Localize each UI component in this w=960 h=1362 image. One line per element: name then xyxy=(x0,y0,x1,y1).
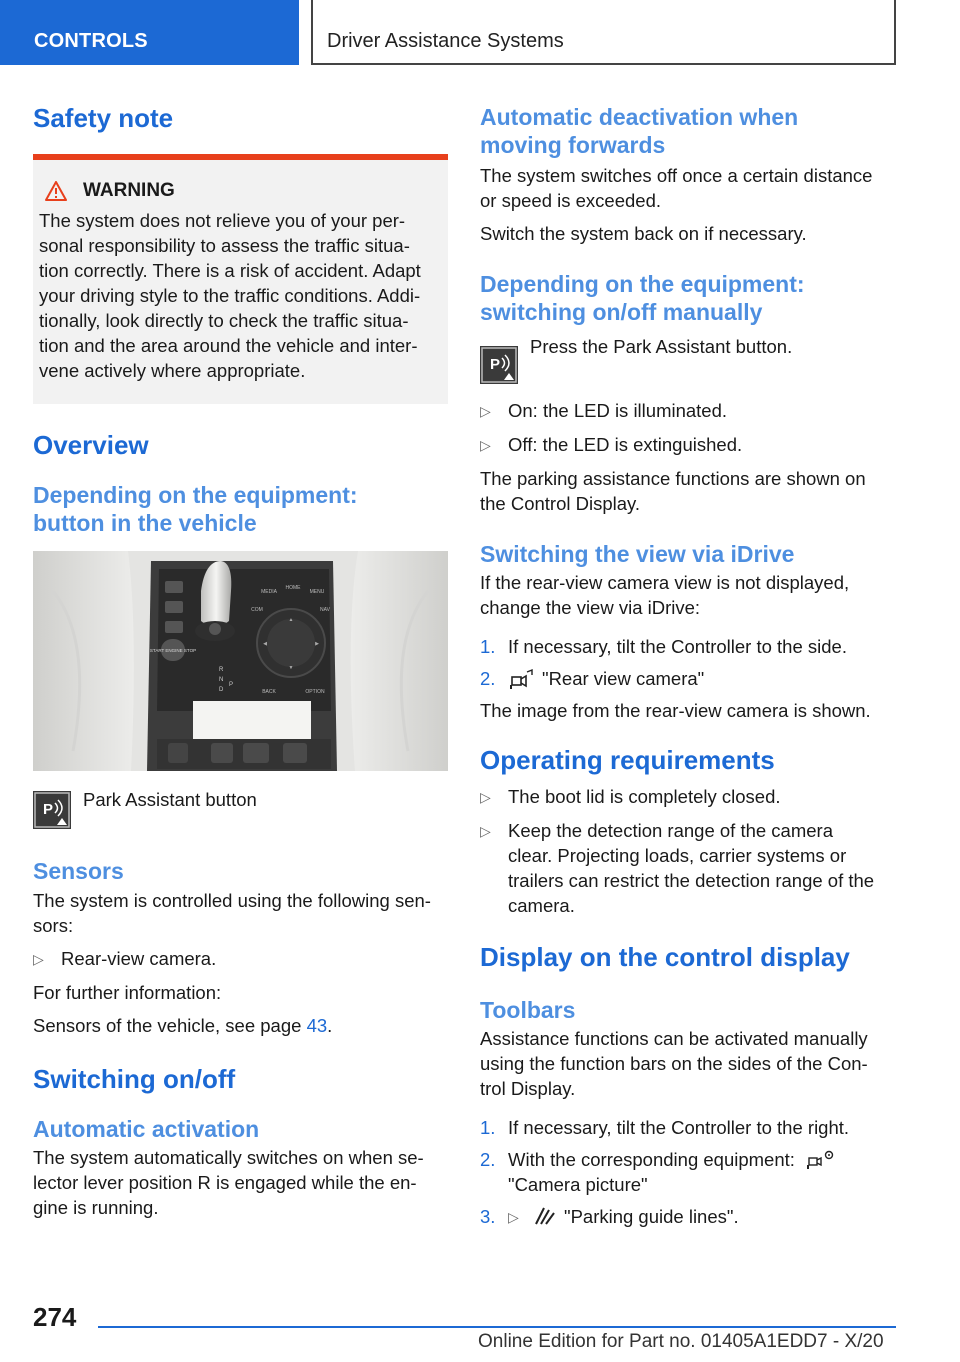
svg-text:▼: ▼ xyxy=(288,665,294,672)
switching-heading: Switching on/off xyxy=(33,1063,236,1094)
idrive-line-1: If the rear-view camera view is not displayed, xyxy=(480,572,850,594)
further-info-text: For further information: xyxy=(33,981,222,1003)
bullet-triangle-icon: ▷ xyxy=(33,950,44,967)
led-on-text: On: the LED is illuminated. xyxy=(508,400,728,422)
park-assistant-caption: Park Assistant button xyxy=(83,789,257,811)
page-number: 274 xyxy=(33,1302,77,1332)
step-text: "Rear view camera" xyxy=(542,668,705,690)
warning-line-5: tionally, look directly to check the traffic situa- xyxy=(39,310,409,332)
auto-deact-line-1: The system switches off once a certain distance xyxy=(480,165,873,187)
media-label: MEDIA xyxy=(261,589,277,596)
warning-line-6: tion and the area around the vehicle and inter- xyxy=(39,335,418,357)
warning-line-2: sonal responsibility to assess the traffic situa- xyxy=(39,235,410,257)
warning-line-3: tion correctly. There is a risk of accident. Adapt xyxy=(39,260,421,282)
step-number: 1. xyxy=(480,636,496,658)
bullet-triangle-icon: ▷ xyxy=(480,403,491,420)
button-heading-line-2: button in the vehicle xyxy=(33,510,257,537)
shown-line-1: The parking assistance functions are shown on xyxy=(480,468,866,490)
switch-back-text: Switch the system back on if necessary. xyxy=(480,223,807,245)
svg-text:▶: ▶ xyxy=(315,641,319,648)
image-shown-text: The image from the rear-view camera is shown. xyxy=(480,700,871,722)
bullet-triangle-icon: ▷ xyxy=(480,823,491,840)
auto-deact-heading-line-1: Automatic deactivation when xyxy=(480,104,799,130)
step-number: 2. xyxy=(480,668,496,690)
svg-text:P: P xyxy=(229,682,234,689)
header-section-tab xyxy=(0,0,299,65)
toolbars-line-2: using the function bars on the sides of the Con- xyxy=(480,1052,868,1074)
idrive-step-1 xyxy=(480,634,896,659)
warning-title-row xyxy=(39,180,442,202)
park-assistant-button-icon xyxy=(33,791,71,829)
bullet-triangle-icon: ▷ xyxy=(508,1208,519,1225)
button-heading-line-1: Depending on the equipment: xyxy=(33,482,358,509)
warning-line-7: vene actively where appropriate. xyxy=(39,360,306,382)
sensors-ref-line xyxy=(33,1013,448,1038)
toolbars-line-3: trol Display. xyxy=(480,1077,576,1099)
display-heading: Display on the control display xyxy=(480,942,850,973)
footer-edition: Online Edition for Part no. 01405A1EDD7 - X/20 xyxy=(478,1331,884,1352)
req-bullet-2-line-2: clear. Projecting loads, carrier systems or xyxy=(508,845,847,867)
req-bullet-2-line-1: Keep the detection range of the camera xyxy=(508,820,833,842)
shown-line-2: the Control Display. xyxy=(480,493,641,515)
svg-text:D: D xyxy=(219,687,224,694)
req-bullet-2-line-4: camera. xyxy=(508,895,575,917)
req-bullet-2 xyxy=(480,818,896,918)
sensors-line-2: sors: xyxy=(33,914,74,936)
footer-divider xyxy=(98,1326,896,1328)
sensors-bullet-item xyxy=(33,946,448,972)
svg-text:P: P xyxy=(490,356,501,374)
option-label: OPTION xyxy=(305,689,325,696)
auto-activation-line-2: lector lever position R is engaged while the en- xyxy=(33,1171,417,1193)
toolbar-step-3 xyxy=(480,1204,896,1230)
req-bullet-1-text: The boot lid is completely closed. xyxy=(508,786,781,808)
idrive-step-2 xyxy=(480,666,896,691)
sensors-bullet-text: Rear-view camera. xyxy=(61,947,217,969)
header-chapter-label: Driver Assistance Systems xyxy=(327,30,564,52)
auto-activation-heading: Automatic activation xyxy=(33,1115,260,1142)
center-console-illustration xyxy=(33,551,448,771)
warning-triangle-icon xyxy=(45,181,67,201)
home-label: HOME xyxy=(285,585,301,592)
auto-activation-line-3: gine is running. xyxy=(33,1196,159,1218)
step-number: 1. xyxy=(480,1116,496,1138)
led-off-item xyxy=(480,432,896,458)
header-chapter-box xyxy=(311,0,896,65)
back-label: BACK xyxy=(262,689,276,696)
press-button-text: Press the Park Assistant button. xyxy=(530,336,793,358)
center-console-photo xyxy=(33,551,448,771)
svg-text:N: N xyxy=(219,677,224,684)
press-button-row xyxy=(480,336,896,384)
operating-requirements-heading: Operating requirements xyxy=(480,745,775,776)
camera-settings-icon xyxy=(803,1148,837,1170)
warning-line-4: your driving style to the traffic conditions. Addi- xyxy=(39,285,421,307)
step-number: 3. xyxy=(480,1205,496,1227)
sensors-ref-end: . xyxy=(327,1014,333,1036)
rear-camera-icon xyxy=(508,668,536,690)
sensors-line-1: The system is controlled using the following sen- xyxy=(33,889,431,911)
start-stop-label: START ENGINE STOP xyxy=(149,648,197,654)
sensors-ref-text: Sensors of the vehicle, see page xyxy=(33,1014,307,1036)
parking-guide-lines-icon xyxy=(532,1204,556,1226)
toolbars-line-1: Assistance functions can be activated manually xyxy=(480,1027,868,1049)
step-text: If necessary, tilt the Controller to the right. xyxy=(508,1116,850,1138)
svg-text:▲: ▲ xyxy=(288,617,294,624)
park-assistant-caption-row xyxy=(33,791,448,829)
svg-text:P: P xyxy=(43,801,54,819)
step-text: If necessary, tilt the Controller to the side. xyxy=(508,636,847,658)
warning-title: WARNING xyxy=(83,180,175,202)
bullet-triangle-icon: ▷ xyxy=(480,789,491,806)
idrive-line-2: change the view via iDrive: xyxy=(480,597,701,619)
right-column xyxy=(480,95,896,1230)
menu-label: MENU xyxy=(309,589,325,596)
bullet-triangle-icon: ▷ xyxy=(480,437,491,454)
auto-activation-line-1: The system automatically switches on when se- xyxy=(33,1146,424,1168)
svg-text:R: R xyxy=(219,667,224,674)
left-column xyxy=(33,95,448,1220)
nav-label: NAV xyxy=(320,607,330,614)
led-on-item xyxy=(480,398,896,424)
com-label: COM xyxy=(251,607,263,614)
overview-heading: Overview xyxy=(33,430,149,461)
safety-note-heading: Safety note xyxy=(33,103,174,133)
idrive-heading: Switching the view via iDrive xyxy=(480,541,795,568)
toolbar-step-2-body xyxy=(508,1147,837,1197)
toolbar-step-1 xyxy=(480,1115,896,1140)
auto-deact-line-2: or speed is exceeded. xyxy=(480,190,662,212)
step-number: 2. xyxy=(480,1148,496,1170)
header-section-label: CONTROLS xyxy=(34,30,148,52)
svg-text:◀: ◀ xyxy=(263,641,267,648)
auto-deact-heading-line-2: moving forwards xyxy=(480,132,666,159)
toolbar-step-2 xyxy=(480,1147,896,1197)
step-text: With the corresponding equipment: xyxy=(508,1148,795,1170)
step-text: "Parking guide lines". xyxy=(564,1205,739,1227)
manual-heading-line-2: switching on/off manually xyxy=(480,299,763,326)
warning-line-1: The system does not relieve you of your per- xyxy=(39,210,406,232)
sensors-heading: Sensors xyxy=(33,858,124,885)
req-bullet-2-line-3: trailers can restrict the detection range of the xyxy=(508,870,875,892)
warning-box xyxy=(33,154,448,404)
manual-heading-line-1: Depending on the equipment: xyxy=(480,271,805,298)
step-text-2: "Camera picture" xyxy=(508,1173,648,1195)
toolbars-heading: Toolbars xyxy=(480,996,576,1023)
sensors-page-link[interactable]: 43 xyxy=(306,1014,328,1036)
park-assistant-button-icon-2 xyxy=(480,346,518,384)
led-off-text: Off: the LED is extinguished. xyxy=(508,434,743,456)
req-bullet-1 xyxy=(480,784,896,810)
req-bullet-2-body xyxy=(508,818,874,918)
